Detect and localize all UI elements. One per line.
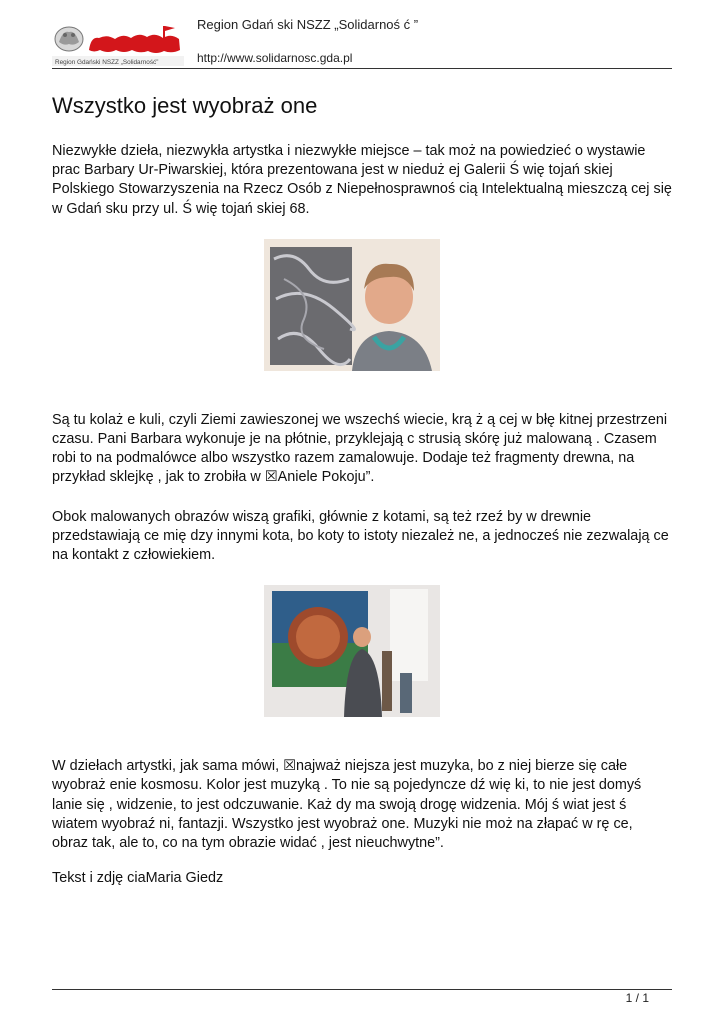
site-url[interactable]: http://www.solidarnosc.gda.pl: [197, 51, 353, 65]
paragraph-2: Są tu kolaż e kuli, czyli Ziemi zawieszonej we wszechś wiecie, krą ż ą cej w błę kitnej przestrzeni czasu. Pani Barbara wykonuje je na płótnie, przyklejają c strusią skórę już malowaną . Czasem robi to na podmalówce albo wszystko razem zamalowuje. Dodaje też fragmenty drewna, na przykład sklejkę , jak to zrobiła w ☒Aniele Pokoju”.: [52, 411, 668, 486]
svg-text:Region Gdański NSZZ „Solidarno: Region Gdański NSZZ „Solidarność”: [55, 59, 159, 66]
photo-1: [52, 239, 672, 371]
paragraph-1: Niezwykłe dzieła, niezwykła artystka i niezwykłe miejsce – tak moż na powiedzieć o wystawie prac Barbary Ur-Piwarskiej, która prezentowana jest w nieduż ej Galerii Ś wię tojań skiej Polskiego Stowarzyszenia na Rzecz Osób z Niepełnosprawnoś cią Intelektualną mieszczą cej się w Gdań sku przy ul. Ś wię tojań skiej 68.: [52, 143, 672, 217]
artist-with-artworks-photo: [264, 585, 440, 717]
artist-with-painting-photo: [264, 239, 440, 371]
region-title: Region Gdań ski NSZZ „Solidarnoś ć ”: [197, 17, 419, 32]
author-caption: Tekst i zdję ciaMaria Giedz: [52, 870, 224, 887]
article-title: Wszystko jest wyobraż one: [52, 93, 318, 118]
solidarnosc-logo: [52, 20, 184, 66]
emblem-icon: [55, 27, 83, 51]
page-number: 1 / 1: [625, 991, 649, 1005]
paragraph-4: W dziełach artystki, jak sama mówi, ☒najważ niejsza jest muzyka, bo z niej bierze się całe wyobraż enie kosmosu. Kolor jest muzyką . To nie są pojedyncze dź wię ki, to nie jest domyś lanie się , widzenie, to jest odczuwanie. Każ dy ma swoją drogę widzenia. Mój ś wiat jest ś wiatem wyobraź ni, fantazji. Wszystko jest wyobraż one. Muzyki nie moż na złapać w rę ce, obraz tak, ale to, co na tym obrazie widać , jest nieuchwytne”.: [52, 758, 642, 852]
article: [52, 92, 672, 908]
footer-divider: [52, 989, 672, 990]
photo-2: [52, 585, 672, 717]
header-divider: [52, 68, 672, 69]
page-header: [52, 14, 672, 70]
paragraph-3: Obok malowanych obrazów wiszą grafiki, głównie z kotami, są też rzeź by w drewnie przedstawiają ce mię dzy innymi kota, bo koty to istoty niezależ ne, a jednocześ nie zezwalają ce na kontakt z człowiekiem.: [52, 508, 669, 564]
